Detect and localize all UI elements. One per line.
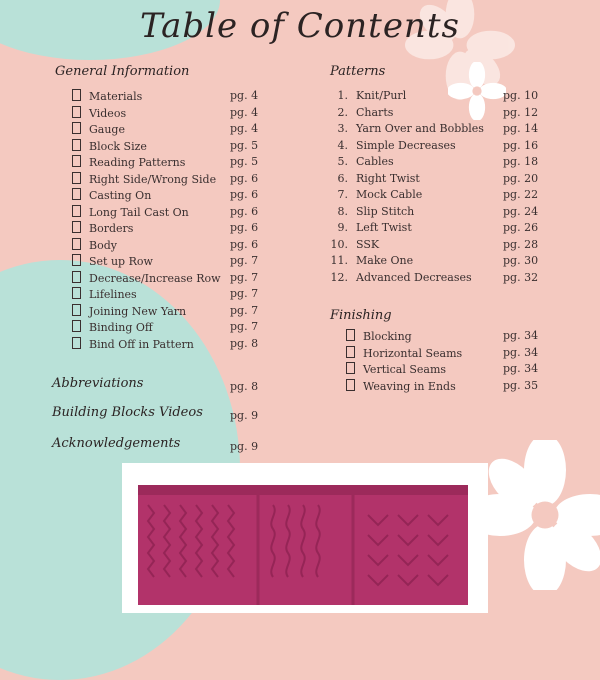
checkbox-icon xyxy=(72,221,81,233)
toc-entry[interactable] xyxy=(330,106,393,119)
checkbox-icon xyxy=(72,122,81,134)
toc-entry[interactable] xyxy=(330,238,379,251)
toc-entry-label: Decrease/Increase Row xyxy=(89,271,221,285)
toc-entry-number: 4. xyxy=(337,138,348,152)
toc-entry-label: Charts xyxy=(356,105,394,119)
toc-entry-label: Slip Stitch xyxy=(356,204,415,218)
toc-entry[interactable] xyxy=(72,106,126,120)
toc-entry-page: pg. 34 xyxy=(503,329,539,342)
toc-entry-label: Knit/Purl xyxy=(356,89,407,102)
toc-entry-label: Materials xyxy=(89,90,143,103)
toc-entry-page: pg. 5 xyxy=(230,155,259,168)
checkbox-icon xyxy=(72,271,81,283)
toc-entry[interactable] xyxy=(72,188,151,202)
toc-entry-page: pg. 35 xyxy=(503,378,539,392)
toc-entry-page: pg. 6 xyxy=(230,188,259,201)
toc-entry-page: pg. 7 xyxy=(230,303,259,317)
toc-entry[interactable] xyxy=(330,188,422,201)
toc-entry-page: pg. 20 xyxy=(503,171,539,185)
toc-entry-page: pg. 4 xyxy=(230,89,259,102)
toc-entry-number: 9. xyxy=(337,221,348,234)
toc-entry-number: 1. xyxy=(337,89,348,102)
toc-entry[interactable] xyxy=(72,139,147,153)
toc-entry-label: Right Twist xyxy=(356,171,420,185)
toc-entry-label: Vertical Seams xyxy=(363,363,447,376)
checkbox-icon xyxy=(72,106,81,118)
toc-entry[interactable] xyxy=(72,287,137,301)
checkbox-icon xyxy=(72,139,81,151)
toc-entry-number: 10. xyxy=(330,237,348,251)
toc-entry[interactable] xyxy=(72,254,153,268)
toc-entry-page: pg. 12 xyxy=(503,105,539,119)
checkbox-icon xyxy=(72,337,81,349)
toc-entry[interactable] xyxy=(72,271,221,285)
toc-entry[interactable] xyxy=(330,172,420,185)
checkbox-icon xyxy=(72,188,81,200)
toc-entry-page: pg. 32 xyxy=(503,270,539,284)
section-patterns-heading: Patterns xyxy=(330,64,386,79)
toc-entry-page: pg. 7 xyxy=(230,254,259,267)
toc-entry-page: pg. 26 xyxy=(503,221,539,234)
toc-entry-label: Lifelines xyxy=(89,288,137,301)
checkbox-icon xyxy=(72,287,81,299)
toc-entry-number: 11. xyxy=(330,254,348,267)
toc-entry[interactable] xyxy=(72,155,185,169)
toc-entry-label: Joining New Yarn xyxy=(89,304,187,318)
knitted-blanket-image xyxy=(138,485,468,605)
checkbox-icon xyxy=(346,362,355,374)
toc-entry-page: pg. 22 xyxy=(503,188,539,201)
toc-entry-page: pg. 8 xyxy=(230,380,259,393)
toc-entry-page: pg. 6 xyxy=(230,171,259,185)
toc-entry-number: 8. xyxy=(337,204,348,218)
toc-entry-page: pg. 24 xyxy=(503,204,539,218)
toc-entry[interactable] xyxy=(72,122,125,136)
toc-entry-page: pg. 16 xyxy=(503,138,539,152)
checkbox-icon xyxy=(346,346,355,358)
toc-entry[interactable] xyxy=(72,320,153,334)
toc-entry-page: pg. 30 xyxy=(503,254,539,267)
toc-entry-label: Casting On xyxy=(89,189,152,202)
toc-entry-label: Right Side/Wrong Side xyxy=(89,172,217,186)
checkbox-icon xyxy=(346,329,355,341)
toc-entry-number: 6. xyxy=(337,171,348,185)
toc-entry-label: Binding Off xyxy=(89,321,153,334)
toc-entry-page: pg. 9 xyxy=(230,409,259,422)
toc-entry[interactable] xyxy=(330,205,414,218)
toc-entry-label: Blocking xyxy=(363,330,412,343)
toc-entry-page: pg. 34 xyxy=(503,362,539,375)
toc-entry[interactable] xyxy=(330,139,456,152)
toc-entry[interactable] xyxy=(72,221,133,235)
toc-entry-page: pg. 9 xyxy=(230,440,259,453)
toc-section-link[interactable]: Building Blocks Videos xyxy=(52,405,203,420)
toc-entry-label: Yarn Over and Bobbles xyxy=(356,122,484,135)
toc-entry[interactable] xyxy=(72,337,194,351)
toc-entry-label: Advanced Decreases xyxy=(356,270,472,284)
checkbox-icon xyxy=(72,172,81,184)
toc-entry[interactable] xyxy=(330,122,484,135)
toc-entry-page: pg. 7 xyxy=(230,287,259,300)
toc-entry-number: 5. xyxy=(337,155,348,168)
toc-entry[interactable] xyxy=(72,304,186,318)
toc-entry[interactable] xyxy=(330,221,412,234)
toc-entry[interactable] xyxy=(330,271,472,284)
toc-entry-label: Left Twist xyxy=(356,221,412,234)
toc-entry-label: Block Size xyxy=(89,139,147,153)
toc-entry-page: pg. 6 xyxy=(230,221,259,234)
checkbox-icon xyxy=(72,304,81,316)
checkbox-icon xyxy=(346,379,355,391)
toc-section-link[interactable]: Acknowledgements xyxy=(52,436,181,451)
flower-icon xyxy=(470,440,600,590)
toc-entry-label: Make One xyxy=(356,254,414,267)
toc-entry-label: Reading Patterns xyxy=(89,156,186,169)
checkbox-icon xyxy=(72,155,81,167)
toc-entry[interactable] xyxy=(346,329,412,343)
toc-entry-label: Set up Row xyxy=(89,255,153,268)
toc-entry[interactable] xyxy=(72,89,142,103)
toc-entry-label: Videos xyxy=(89,106,127,120)
toc-entry-number: 3. xyxy=(337,122,348,135)
toc-entry[interactable] xyxy=(72,205,189,219)
toc-entry-label: Simple Decreases xyxy=(356,138,456,152)
checkbox-icon xyxy=(72,205,81,217)
toc-entry-page: pg. 28 xyxy=(503,237,539,251)
toc-entry-label: Gauge xyxy=(89,123,125,136)
toc-entry-number: 2. xyxy=(337,105,348,119)
toc-entry-label: Bind Off in Pattern xyxy=(89,337,194,351)
toc-entry-page: pg. 8 xyxy=(230,336,259,350)
toc-entry-page: pg. 10 xyxy=(503,89,539,102)
toc-entry[interactable] xyxy=(330,155,394,168)
toc-section-link[interactable]: Abbreviations xyxy=(52,376,144,391)
toc-entry[interactable] xyxy=(72,172,216,186)
section-finishing-heading: Finishing xyxy=(330,308,392,323)
toc-entry-page: pg. 34 xyxy=(503,345,539,359)
toc-entry-label: Horizontal Seams xyxy=(363,346,463,360)
checkbox-icon xyxy=(72,320,81,332)
toc-entry-label: Borders xyxy=(89,222,134,235)
toc-entry-page: pg. 7 xyxy=(230,320,259,333)
toc-entry[interactable] xyxy=(72,238,117,252)
toc-entry-label: SSK xyxy=(356,237,380,251)
toc-entry-number: 7. xyxy=(337,188,348,201)
toc-entry[interactable] xyxy=(346,379,456,393)
checkbox-icon xyxy=(72,89,81,101)
checkbox-icon xyxy=(72,238,81,250)
checkbox-icon xyxy=(72,254,81,266)
toc-entry-page: pg. 4 xyxy=(230,105,259,119)
toc-entry-page: pg. 18 xyxy=(503,155,539,168)
toc-entry-page: pg. 14 xyxy=(503,122,539,135)
toc-entry[interactable] xyxy=(330,254,413,267)
flower-icon xyxy=(448,62,506,120)
toc-entry-label: Body xyxy=(89,238,117,252)
page-title: Table of Contents xyxy=(140,6,460,46)
toc-entry-page: pg. 5 xyxy=(230,138,259,152)
toc-entry[interactable] xyxy=(330,89,406,102)
toc-entry-label: Cables xyxy=(356,155,394,168)
toc-entry-page: pg. 6 xyxy=(230,237,259,251)
toc-entry-label: Mock Cable xyxy=(356,188,423,201)
toc-entry-label: Weaving in Ends xyxy=(363,379,456,393)
toc-entry-page: pg. 4 xyxy=(230,122,259,135)
toc-entry[interactable] xyxy=(346,362,446,376)
toc-entry[interactable] xyxy=(346,346,462,360)
toc-entry-page: pg. 6 xyxy=(230,204,259,218)
section-general-heading: General Information xyxy=(55,64,190,79)
toc-entry-number: 12. xyxy=(330,270,348,284)
toc-entry-label: Long Tail Cast On xyxy=(89,205,189,219)
toc-entry-page: pg. 7 xyxy=(230,270,259,284)
